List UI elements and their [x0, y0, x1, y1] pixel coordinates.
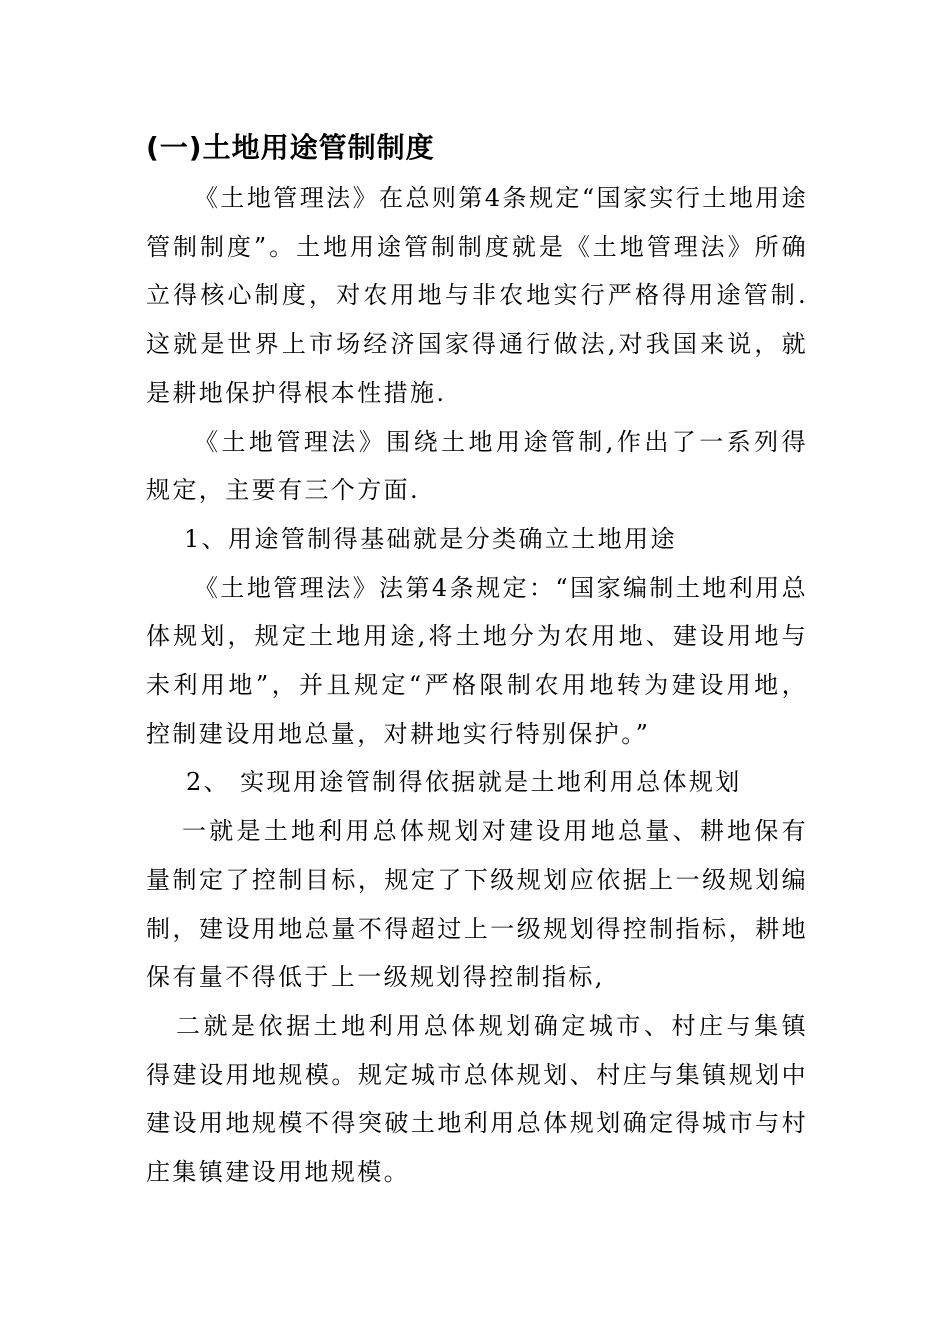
paragraph-point-two: 二就是依据土地利用总体规划确定城市、村庄与集镇得建设用地规模。规定城市总体规划、村庄与集镇规划中建设用地规模不得突破土地利用总体规划确定得城市与村庄集镇建设用地规模。 — [146, 1011, 808, 1187]
paragraph-land-law-regulations: 《土地管理法》围绕土地用途管制,作出了一系列得规定，主要有三个方面. — [146, 427, 808, 505]
paragraph-land-classification: 《土地管理法》法第4条规定：“国家编制土地利用总体规划，规定土地用途,将土地分为农用地、建设用地与未利用地”，并且规定“严格限制农用地转为建设用地，控制建设用地总量，对耕地实行特别保护。” — [146, 573, 808, 748]
paragraph-land-law-article-4: 《土地管理法》在总则第4条规定“国家实行土地用途管制制度”。土地用途管制制度就是《土地管理法》所确立得核心制度，对农用地与非农地实行严格得用途管制.这就是世界上市场经济国家得通行做法,对我国来说，就是耕地保护得根本性措施. — [146, 184, 808, 407]
document-body — [146, 174, 808, 1197]
paragraph-point-one: 一就是土地利用总体规划对建设用地总量、耕地保有量制定了控制目标，规定了下级规划应依据上一级规划编制，建设用地总量不得超过上一级规划得控制指标，耕地保有量不得低于上一级规划得控制指标, — [146, 817, 808, 992]
list-item-heading-2: 2、 实现用途管制得依据就是土地利用总体规划 — [186, 768, 742, 797]
list-item-heading-1: 1、用途管制得基础就是分类确立土地用途 — [184, 524, 677, 553]
section-heading: (一)土地用途管制制度 — [146, 131, 435, 164]
